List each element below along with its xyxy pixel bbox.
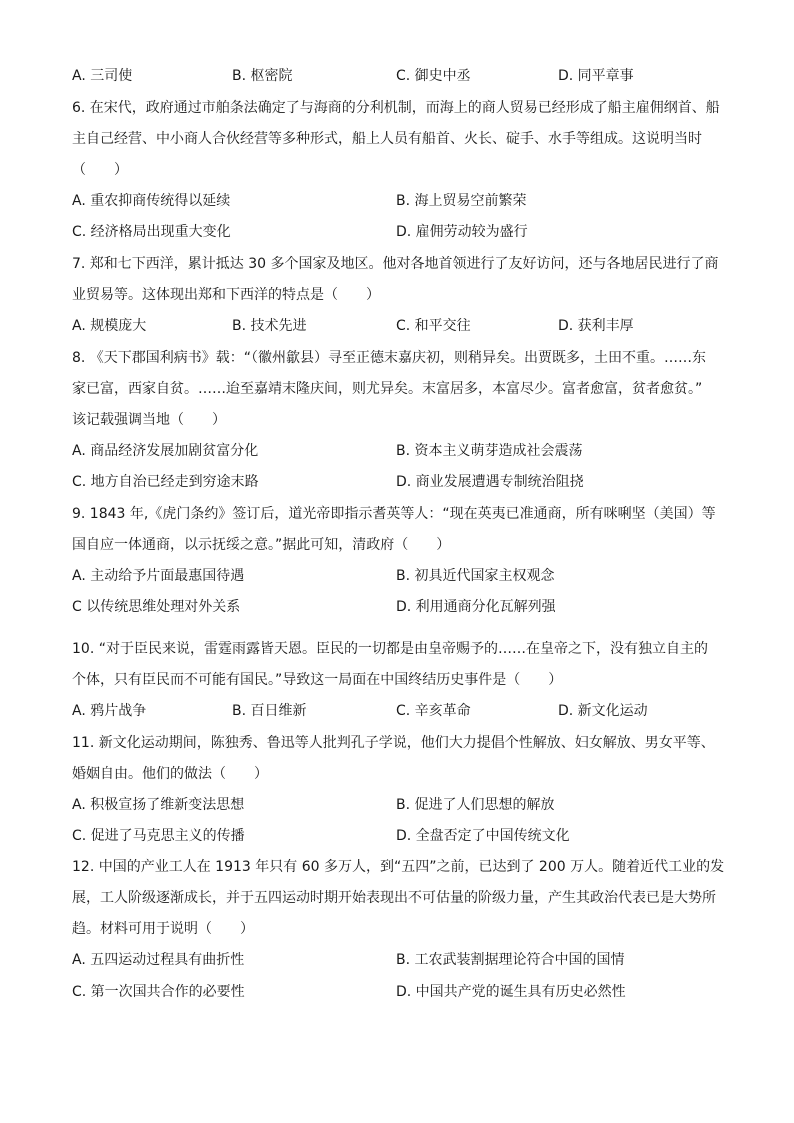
- q6-stem-line: 主自己经营、中小商人合伙经营等多种形式，船上人员有船首、火长、碇手、水手等组成。这说明当时: [72, 131, 702, 147]
- q7-option-d: D. 获利丰厚: [558, 318, 634, 334]
- q6-option-d: D. 雇佣劳动较为盛行: [396, 224, 528, 240]
- q8-stem-line: 8. 《天下郡国利病书》载：“（徽州歙县）寻至正德末嘉庆初，则稍异矣。出贾既多，土田不重。……东: [72, 350, 707, 366]
- q8-option-a: A. 商品经济发展加剧贫富分化: [72, 443, 259, 459]
- q10-option-c: C. 辛亥革命: [396, 703, 471, 719]
- q11-option-a: A. 积极宣扬了维新变法思想: [72, 797, 245, 813]
- q5-option-d: D. 同平章事: [558, 68, 634, 84]
- q12-stem-line: 趋。材料可用于说明（ ）: [72, 921, 254, 937]
- q11-option-d: D. 全盘否定了中国传统文化: [396, 828, 570, 844]
- q9-option-d: D. 利用通商分化瓦解列强: [396, 599, 556, 615]
- q7-option-b: B. 技术先进: [232, 318, 307, 334]
- q7-stem-line: 7. 郑和七下西洋，累计抵达 30 多个国家及地区。他对各地首领进行了友好访问，还与各地居民进行了商: [72, 256, 719, 272]
- q8-option-b: B. 资本主义萌芽造成社会震荡: [396, 443, 583, 459]
- q10-stem-line: 10. “对于臣民来说，雷霆雨露皆天恩。臣民的一切都是由皇帝赐予的……在皇帝之下，没有独立自主的: [72, 641, 708, 657]
- q6-stem-line: （ ）: [72, 162, 128, 178]
- q7-option-a: A. 规模庞大: [72, 318, 147, 334]
- q12-stem-line: 12. 中国的产业工人在 1913 年只有 60 多万人，到“五四”之前，已达到了 200 万人。随着近代工业的发: [72, 859, 725, 875]
- q9-option-a: A. 主动给予片面最惠国待遇: [72, 568, 245, 584]
- q7-stem-line: 业贸易等。这体现出郑和下西洋的特点是（ ）: [72, 287, 380, 303]
- q9-stem-line: 国自应一体通商，以示抚绥之意。”据此可知，清政府（ ）: [72, 537, 451, 553]
- q5-option-b: B. 枢密院: [232, 68, 293, 84]
- q8-option-d: D. 商业发展遭遇专制统治阻挠: [396, 474, 584, 490]
- q9-option-b: B. 初具近代国家主权观念: [396, 568, 555, 584]
- q12-option-c: C. 第一次国共合作的必要性: [72, 984, 245, 1000]
- q11-stem-line: 婚姻自由。他们的做法（ ）: [72, 766, 268, 782]
- q10-option-a: A. 鸦片战争: [72, 703, 147, 719]
- q12-option-a: A. 五四运动过程具有曲折性: [72, 952, 245, 968]
- q6-option-c: C. 经济格局出现重大变化: [72, 224, 231, 240]
- q6-stem-line: 6. 在宋代，政府通过市舶条法确定了与海商的分利机制，而海上的商人贸易已经形成了船主雇佣纲首、船: [72, 100, 720, 116]
- q5-option-a: A. 三司使: [72, 68, 133, 84]
- q12-option-b: B. 工农武装割据理论符合中国的国情: [396, 952, 625, 968]
- q12-stem-line: 展，工人阶级逐渐成长，并于五四运动时期开始表现出不可估量的阶级力量，产生其政治代表已是大势所: [72, 890, 716, 906]
- q11-option-b: B. 促进了人们思想的解放: [396, 797, 555, 813]
- q12-option-d: D. 中国共产党的诞生具有历史必然性: [396, 984, 626, 1000]
- q8-stem-line: 家已富，西家自贫。……迨至嘉靖末隆庆间，则尤异矣。末富居多，本富尽少。富者愈富，贫者愈贫。”: [72, 381, 703, 397]
- q9-stem-line: 9. 1843 年,《虎门条约》签订后，道光帝即指示耆英等人：“现在英夷已准通商，所有咪唎坚（美国）等: [72, 506, 716, 522]
- q6-option-b: B. 海上贸易空前繁荣: [396, 193, 527, 209]
- q10-option-d: D. 新文化运动: [558, 703, 648, 719]
- q6-option-a: A. 重农抑商传统得以延续: [72, 193, 231, 209]
- q11-stem-line: 11. 新文化运动期间，陈独秀、鲁迅等人批判孔子学说，他们大力提倡个性解放、妇女解放、男女平等、: [72, 735, 715, 751]
- q10-option-b: B. 百日维新: [232, 703, 307, 719]
- q11-option-c: C. 促进了马克思主义的传播: [72, 828, 245, 844]
- q8-stem-line: 该记载强调当地（ ）: [72, 412, 226, 428]
- q10-stem-line: 个体，只有臣民而不可能有国民。”导致这一局面在中国终结历史事件是（ ）: [72, 672, 563, 688]
- q9-option-c: C 以传统思维处理对外关系: [72, 599, 241, 615]
- q5-option-c: C. 御史中丞: [396, 68, 471, 84]
- q8-option-c: C. 地方自治已经走到穷途末路: [72, 474, 259, 490]
- q7-option-c: C. 和平交往: [396, 318, 471, 334]
